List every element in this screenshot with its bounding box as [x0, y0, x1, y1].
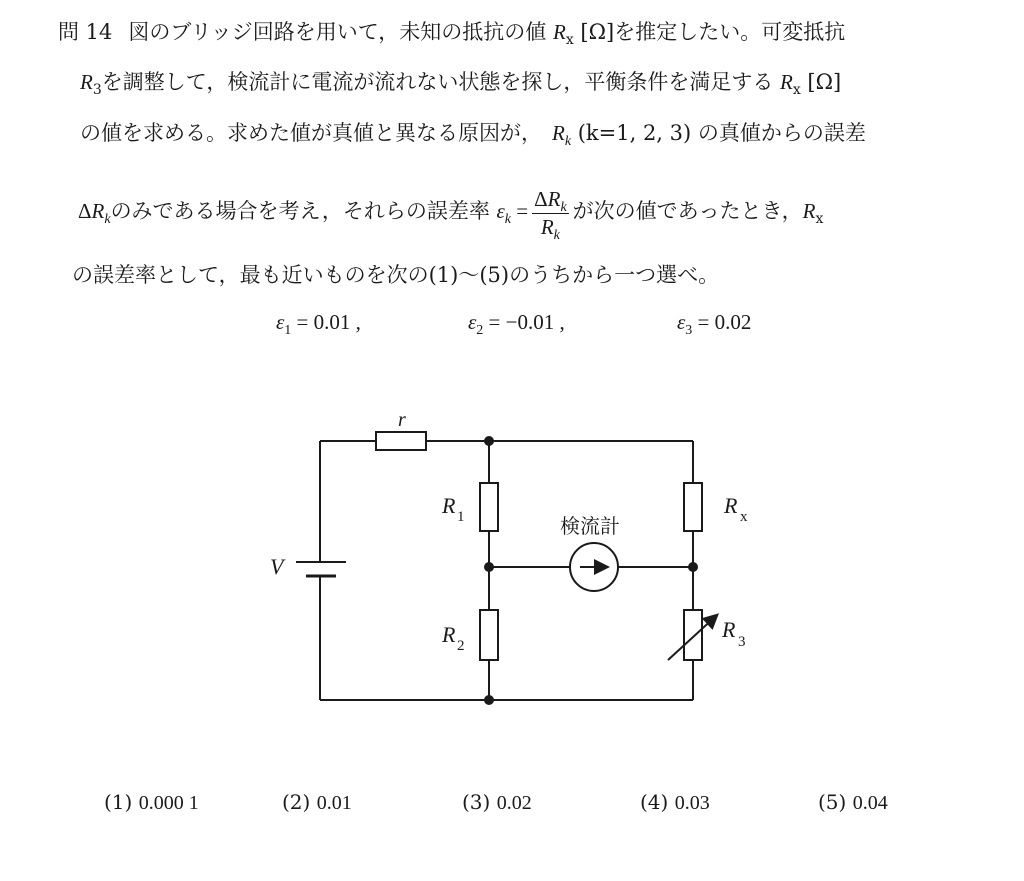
- problem-text-1a: 図のブリッジ回路を用いて，未知の抵抗の値: [128, 20, 553, 44]
- label-rx: R: [724, 493, 738, 518]
- choice-3[interactable]: [462, 790, 532, 815]
- label-rx-sub: x: [740, 509, 748, 525]
- symbol-epsilon: ε: [677, 310, 686, 334]
- choice-5-value: 0.04: [852, 792, 888, 814]
- choice-5[interactable]: [818, 790, 888, 815]
- epsilon-2: [468, 308, 565, 336]
- symbol-r: R: [802, 199, 816, 223]
- epsilon-1-sub: 1: [284, 323, 292, 338]
- symbol-r: R: [780, 70, 793, 94]
- problem-text-3b: (k=1, 2, 3) の真値からの誤差: [571, 121, 866, 145]
- choice-2-value: 0.01: [316, 792, 352, 814]
- symbol-r: R: [80, 70, 93, 94]
- error-rate-fraction: [532, 186, 569, 243]
- problem-line-2: [80, 68, 841, 96]
- junction-dot-bottom: [484, 695, 494, 705]
- symbol-sub-k: k: [504, 212, 511, 227]
- problem-text-4b: が次の値であったとき，: [572, 199, 803, 223]
- symbol-equals: =: [511, 199, 529, 223]
- resistor-r2: [480, 610, 498, 660]
- symbol-sub-x: x: [565, 32, 574, 48]
- epsilon-2-value: = −0.01 ,: [483, 310, 565, 334]
- symbol-sub-x: x: [792, 82, 801, 98]
- choice-3-label: (3): [462, 790, 491, 814]
- symbol-sub-k: k: [104, 212, 111, 227]
- choice-4-value: 0.03: [674, 792, 710, 814]
- bridge-circuit-diagram: [250, 400, 770, 730]
- symbol-delta: Δ: [78, 199, 92, 223]
- epsilon-3-sub: 3: [685, 323, 693, 338]
- label-r1: R: [442, 493, 456, 518]
- choice-3-value: 0.02: [496, 792, 532, 814]
- epsilon-1-value: = 0.01 ,: [291, 310, 361, 334]
- choice-2[interactable]: [282, 790, 352, 815]
- resistor-rx: [684, 483, 702, 531]
- problem-line-5: [72, 261, 719, 289]
- resistor-r1: [480, 483, 498, 531]
- resistor-r: [376, 432, 426, 450]
- epsilon-values: [0, 308, 1024, 338]
- symbol-epsilon: ε: [496, 199, 505, 223]
- symbol-sub-3: 3: [92, 82, 102, 98]
- epsilon-3: [677, 308, 751, 336]
- symbol-sub-x: x: [815, 211, 824, 227]
- problem-text-5: の誤差率として，最も近いものを次の(1)～(5)のうちから一つ選べ。: [72, 263, 720, 287]
- symbol-r: R: [547, 186, 561, 211]
- junction-dot-mid-left: [484, 562, 494, 572]
- choice-1[interactable]: [104, 790, 199, 815]
- epsilon-2-sub: 2: [476, 323, 484, 338]
- problem-text-2a: を調整して，検流計に電流が流れない状態を探し，平衡条件を満足する: [101, 70, 781, 94]
- choice-5-label: (5): [818, 790, 847, 814]
- choice-2-label: (2): [282, 790, 311, 814]
- fraction-denominator: [532, 214, 569, 243]
- label-r2-sub: 2: [457, 638, 465, 654]
- answer-choices: [0, 790, 1024, 820]
- fraction-numerator: [532, 186, 569, 214]
- choice-4-label: (4): [640, 790, 669, 814]
- problem-line-3: [80, 119, 866, 147]
- label-r: r: [398, 409, 406, 431]
- epsilon-3-value: = 0.02: [692, 310, 752, 334]
- problem-line-4: [78, 183, 824, 243]
- symbol-sub-k: k: [564, 134, 572, 149]
- symbol-r: R: [552, 20, 566, 44]
- problem-text-4a: のみである場合を考え，それらの誤差率: [110, 199, 497, 223]
- choice-1-label: (1): [104, 790, 133, 814]
- junction-dot-mid-right: [688, 562, 698, 572]
- label-r2: R: [442, 622, 456, 647]
- problem-number: 問 14: [58, 20, 113, 44]
- problem-text-2b: [Ω]: [800, 70, 842, 94]
- symbol-sub-k: k: [560, 199, 567, 215]
- epsilon-1: [276, 308, 361, 336]
- problem-text-1b: [Ω]を推定したい。可変抵抗: [573, 20, 846, 44]
- symbol-r: R: [552, 121, 565, 145]
- label-r1-sub: 1: [457, 509, 465, 525]
- symbol-epsilon: ε: [468, 310, 477, 334]
- junction-dot-top: [484, 436, 494, 446]
- symbol-r: R: [91, 199, 105, 223]
- symbol-epsilon: ε: [276, 310, 285, 334]
- symbol-sub-k: k: [553, 227, 560, 243]
- symbol-delta: Δ: [534, 186, 548, 211]
- problem-text-3a: の値を求める。求めた値が真値と異なる原因が，: [80, 121, 542, 145]
- choice-4[interactable]: [640, 790, 710, 815]
- symbol-r: R: [540, 214, 554, 239]
- label-r3-sub: 3: [738, 634, 746, 650]
- problem-line-1: [58, 18, 845, 46]
- label-r3: R: [722, 617, 736, 642]
- label-galvanometer: 検流計: [560, 514, 620, 538]
- choice-1-value: 0.000 1: [138, 792, 199, 814]
- label-v: V: [270, 554, 284, 579]
- resistor-r3: [684, 610, 702, 660]
